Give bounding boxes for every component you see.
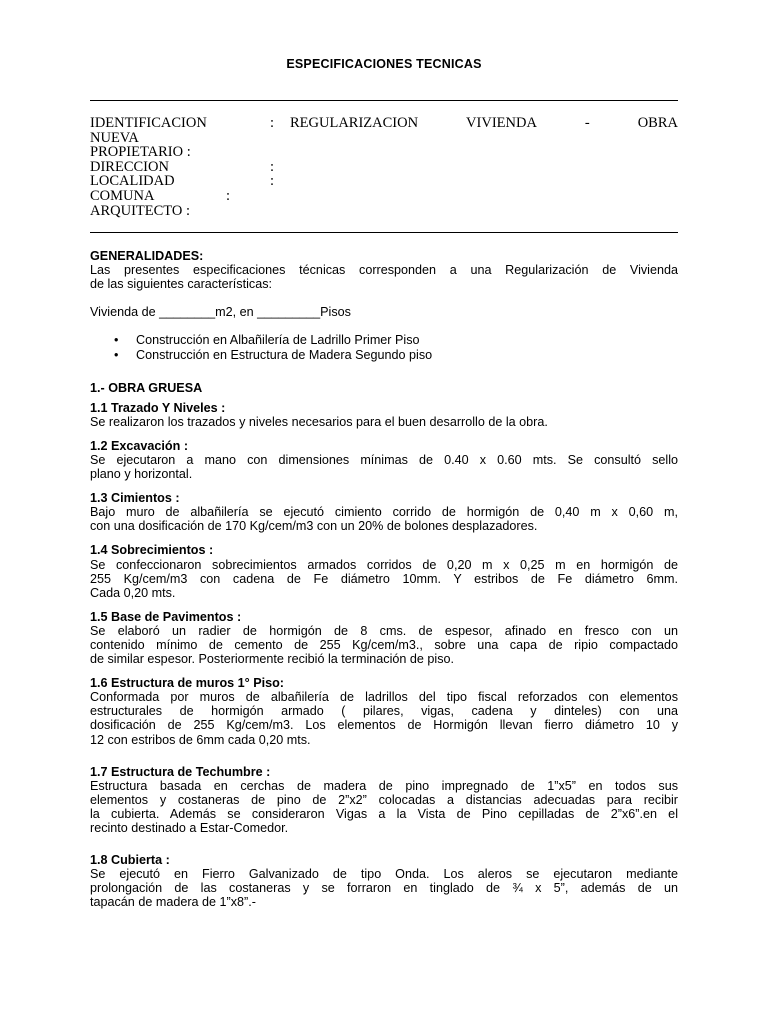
localidad-label: LOCALIDAD: [90, 173, 175, 190]
list-item: • Construcción en Albañilería de Ladrillo Primer Piso: [90, 333, 678, 348]
section-heading: 1.5 Base de Pavimentos :: [90, 609, 242, 624]
direccion-row: [90, 160, 678, 175]
comuna-colon: :: [226, 187, 231, 204]
section-line: Bajo muro de albañilería se ejecutó cimiento corrido de hormigón de 0,40 m x 0,60 m,: [90, 505, 678, 520]
section-line: Conformada por muros de albañilería de ladrillos del tipo fiscal reforzados con elementos: [90, 690, 678, 705]
ident-word: VIVIENDA: [466, 115, 537, 131]
direccion-colon: :: [270, 158, 275, 175]
section-line: dosificación de 255 Kg/cem/m3. Los elementos de Hormigón llevan fierro diámetro 10 y: [90, 718, 678, 733]
ident-cont-row: [90, 131, 678, 146]
section-line: 12 con estribos de 6mm cada 0,20 mts.: [90, 732, 311, 747]
bottom-divider: [90, 232, 678, 233]
ident-word: REGULARIZACION: [290, 115, 419, 131]
section-line: Se realizaron los trazados y niveles necesarios para el buen desarrollo de la obra.: [90, 414, 548, 429]
generalidades-heading: GENERALIDADES:: [90, 249, 204, 263]
localidad-row: [90, 174, 678, 189]
section-line: Estructura basada en cerchas de madera de pino impregnado de 1”x5” en todos sus: [90, 778, 678, 793]
comuna-label: COMUNA: [90, 187, 155, 204]
arquitecto-row: [90, 204, 678, 219]
comuna-row: [90, 189, 678, 204]
section-line: plano y horizontal.: [90, 467, 193, 482]
identification-block: [90, 116, 678, 218]
section-heading: 1.4 Sobrecimientos :: [90, 543, 214, 558]
section-line: elementos y costaneras de pino de 2”x2” colocadas a distancias adecuadas para recibir: [90, 792, 678, 807]
section-line: 255 Kg/cem/m3 con cadena de Fe diámetro 10mm. Y estribos de Fe diámetro 6mm.: [90, 571, 678, 586]
document-body: [90, 249, 678, 909]
propietario-label: PROPIETARIO :: [90, 144, 191, 161]
localidad-colon: :: [270, 173, 275, 190]
section-heading: 1.3 Cimientos :: [90, 491, 180, 506]
section-heading: 1.1 Trazado Y Niveles :: [90, 400, 226, 415]
obra-gruesa-heading: 1.- OBRA GRUESA: [90, 380, 203, 395]
section-heading: 1.8 Cubierta :: [90, 853, 170, 868]
section-line: tapacán de madera de 1”x8”.-: [90, 895, 256, 910]
ident-word: OBRA: [637, 115, 678, 131]
section-line: Se ejecutaron a mano con dimensiones mínimas de 0.40 x 0.60 mts. Se consultó sello: [90, 452, 678, 467]
section-heading: 1.6 Estructura de muros 1° Piso:: [90, 676, 285, 691]
top-divider: [90, 100, 678, 101]
direccion-label: DIRECCION: [90, 158, 169, 175]
ident-row: [90, 116, 678, 131]
section-line: Se elaboró un radier de hormigón de 8 cms. de espesor, afinado en fresco con un: [90, 623, 678, 638]
section-line: Se confeccionaron sobrecimientos armados corridos de 0,20 m x 0,25 m en hormigón de: [90, 557, 678, 572]
vivienda-line: Vivienda de ________m2, en _________Pisos: [90, 305, 351, 320]
section-line: Cada 0,20 mts.: [90, 585, 176, 600]
section-line: de similar espesor. Posteriormente recibió la terminación de piso.: [90, 652, 454, 667]
propietario-row: [90, 145, 678, 160]
generalidades-line: Las presentes especificaciones técnicas corresponden a una Regularización de Vivienda: [90, 263, 678, 278]
section-line: Se ejecutó en Fierro Galvanizado de tipo Onda. Los aleros se ejecutaron mediante: [90, 867, 678, 882]
list-item: • Construcción en Estructura de Madera Segundo piso: [90, 348, 678, 363]
section-heading: 1.7 Estructura de Techumbre :: [90, 764, 271, 779]
ident-colon: :: [270, 115, 275, 131]
section-line: estructurales de hormigón armado ( pilares, vigas, cadena y dinteles) con una: [90, 704, 678, 719]
construction-list: [90, 333, 678, 362]
ident-value: [290, 116, 678, 131]
section-heading: 1.2 Excavación :: [90, 438, 189, 453]
generalidades-line: de las siguientes características:: [90, 277, 272, 292]
section-line: la cubierta. Además se consideraron Vigas a la Vista de Pino cepilladas de 2”x6”.en el: [90, 806, 678, 821]
arquitecto-label: ARQUITECTO :: [90, 202, 191, 219]
ident-cont: NUEVA: [90, 129, 139, 146]
ident-label: IDENTIFICACION: [90, 115, 207, 131]
section-line: prolongación de las costaneras y se forraron en tinglado de ¾ x 5”, además de un: [90, 881, 678, 896]
document-title: ESPECIFICACIONES TECNICAS: [286, 57, 482, 71]
section-line: recinto destinado a Estar-Comedor.: [90, 821, 289, 835]
ident-word: -: [584, 115, 590, 131]
section-line: con una dosificación de 170 Kg/cem/m3 con un 20% de bolones desplazadores.: [90, 519, 538, 534]
section-line: contenido mínimo de cemento de 255 Kg/cem/m3., sobre una capa de ripio compactado: [90, 637, 678, 652]
